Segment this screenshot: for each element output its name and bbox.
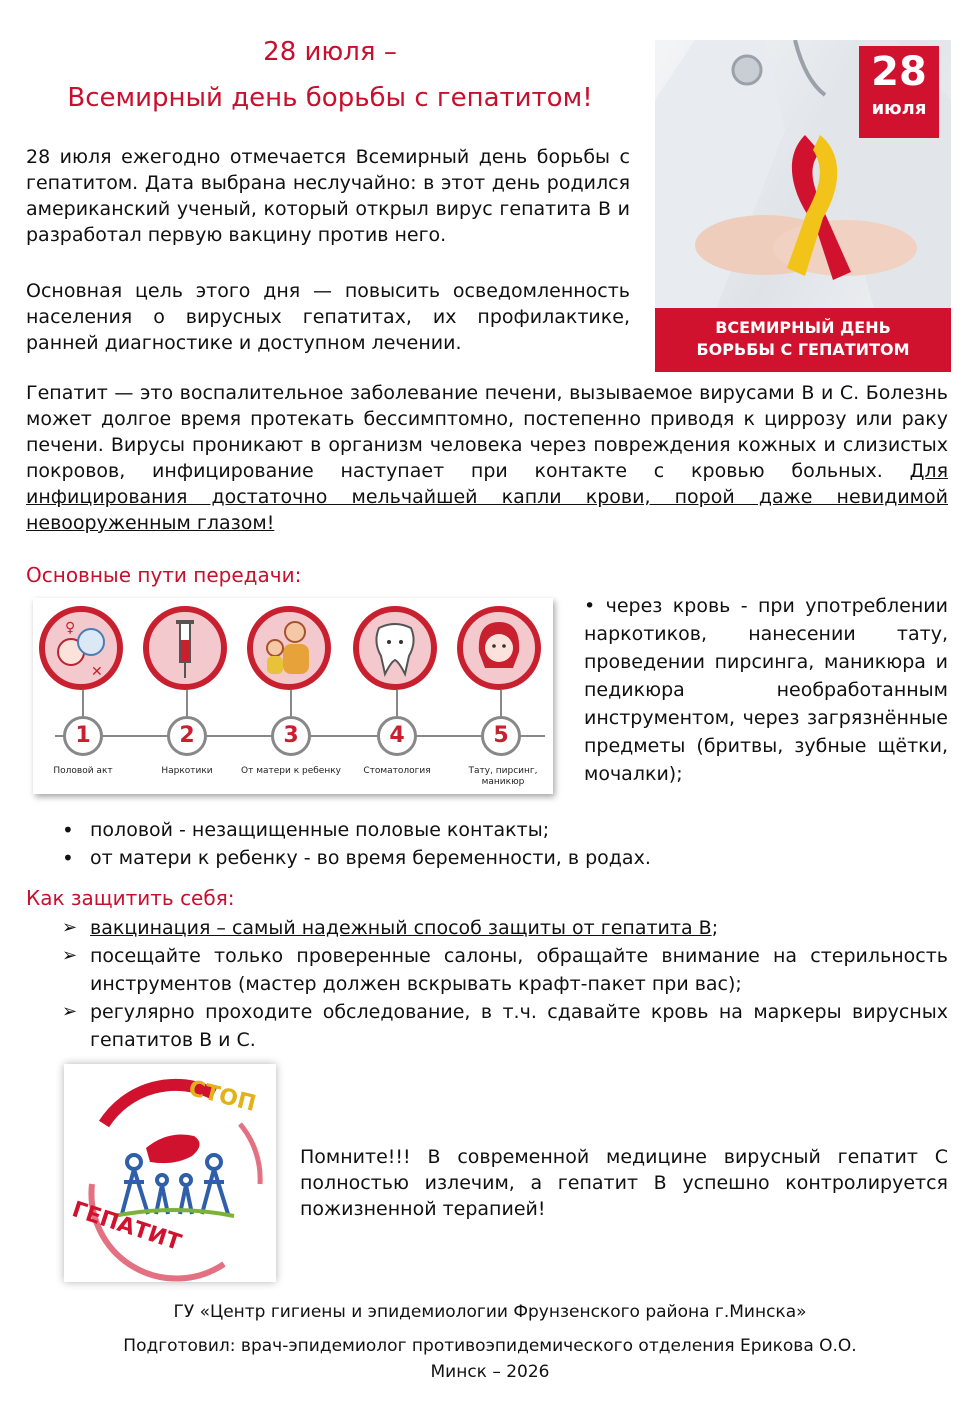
- stop-hepatitis-logo: [64, 1064, 276, 1282]
- route-blood-text: через кровь - при употреблении наркотиков, нанесении тату, проведении пирсинга, маникюра и педикюра необработанным инструментом, через загрязнённые предметы (бритвы, зубные щётки, мочалки);: [584, 595, 948, 785]
- mother-child-icon: [247, 606, 331, 690]
- footer-organization: ГУ «Центр гигиены и эпидемиологии Фрунзенского района г.Минска»: [173, 1302, 807, 1322]
- footer-author: Подготовил: врач-эпидемиолог противоэпидемического отделения Ерикова О.О.: [123, 1336, 857, 1356]
- step-number-5: 5: [481, 716, 521, 756]
- footer-city-year: Минск – 2026: [430, 1362, 550, 1382]
- route-mother-child: • от матери к ребенку - во время беременности, в родах.: [90, 844, 950, 872]
- hepatitis-description-emphasis: Для инфицирования достаточно мельчайшей капли крови, порой даже невидимой невооруженным глазом!: [26, 460, 948, 534]
- bullet-dot: •: [584, 595, 606, 617]
- step-number-2: 2: [167, 716, 207, 756]
- page-title-date: 28 июля –: [263, 37, 397, 67]
- step-number-3: 3: [271, 716, 311, 756]
- protect-item-vaccination: [90, 914, 948, 942]
- step-label-1: Половой акт: [53, 766, 113, 776]
- date-badge: [859, 46, 939, 138]
- step-label-2: Наркотики: [161, 766, 213, 776]
- step-label-4: Стоматология: [363, 766, 431, 776]
- remember-note: Помните!!! В современной медицине вирусный гепатит С полностью излечим, а гепатит В успешно контролируется пожизненной терапией!: [300, 1146, 948, 1220]
- poster-caption: [655, 308, 951, 372]
- logo-word-hepatitis: ГЕПАТИТ: [68, 1197, 185, 1256]
- syringe-icon: [143, 606, 227, 690]
- route-blood: [584, 592, 948, 788]
- woman-face-icon: [457, 606, 541, 690]
- transmission-heading: Основные пути передачи:: [26, 563, 302, 587]
- step-number-4: 4: [377, 716, 417, 756]
- transmission-list: [90, 816, 950, 872]
- hepatitis-description: [26, 380, 948, 536]
- step-label-5: Тату, пирсинг, маникюр: [468, 766, 538, 787]
- protect-item-salons: ➢ посещайте только проверенные салоны, обращайте внимание на стерильность инструментов (мастер должен вскрывать крафт-пакет при вас);: [90, 942, 948, 998]
- poster-caption-line-2: БОРЬБЫ С ГЕПАТИТОМ: [696, 340, 910, 359]
- poster-caption-line-1: ВСЕМИРНЫЙ ДЕНЬ: [715, 318, 891, 337]
- punctuation: ;: [711, 917, 719, 939]
- couple-icon: [39, 606, 123, 690]
- page-title: Всемирный день борьбы с гепатитом!: [67, 83, 593, 113]
- route-sexual: • половой - незащищенные половые контакты;: [90, 816, 950, 844]
- protect-item-screening: ➢ регулярно проходите обследование, в т.ч. сдавайте кровь на маркеры вирусных гепатитов В и С.: [90, 998, 948, 1054]
- protect-heading: Как защитить себя:: [26, 886, 235, 910]
- hepatitis-description-text: Гепатит — это воспалительное заболевание печени, вызываемое вирусами В и С. Болезнь может долгое время протекать бессимптомно, постепенно приводя к циррозу или раку печени. Вирусы проникают в организм человека через повреждения кожных и слизистых покровов, инфицирование наступает при контакте с кровью больных.: [26, 382, 948, 482]
- svg-text:♀: ♀: [65, 620, 76, 636]
- transmission-infographic: [33, 598, 553, 794]
- logo-word-stop: СТОП: [185, 1076, 259, 1117]
- hepatitis-day-poster: [655, 40, 951, 372]
- date-badge-month: июля: [871, 98, 927, 119]
- date-badge-day: 28: [871, 49, 927, 95]
- step-label-3: От матери к ребенку: [241, 766, 341, 776]
- intro-paragraph-1: 28 июля ежегодно отмечается Всемирный день борьбы с гепатитом. Дата выбрана неслучайно: в этот день родился американский ученый, который открыл вирус гепатита В и разработал первую вакцину против него.: [26, 146, 630, 246]
- step-number-1: 1: [63, 716, 103, 756]
- protect-item-vaccination-text: вакцинация – самый надежный способ защиты от гепатита В: [90, 917, 712, 939]
- protect-list: [90, 914, 948, 1054]
- intro-paragraph-2: Основная цель этого дня — повысить осведомленность населения о вирусных гепатитах, их профилактике, ранней диагностике и доступном лечении.: [26, 280, 630, 354]
- tooth-icon: [353, 606, 437, 690]
- svg-text:✕: ✕: [91, 664, 103, 680]
